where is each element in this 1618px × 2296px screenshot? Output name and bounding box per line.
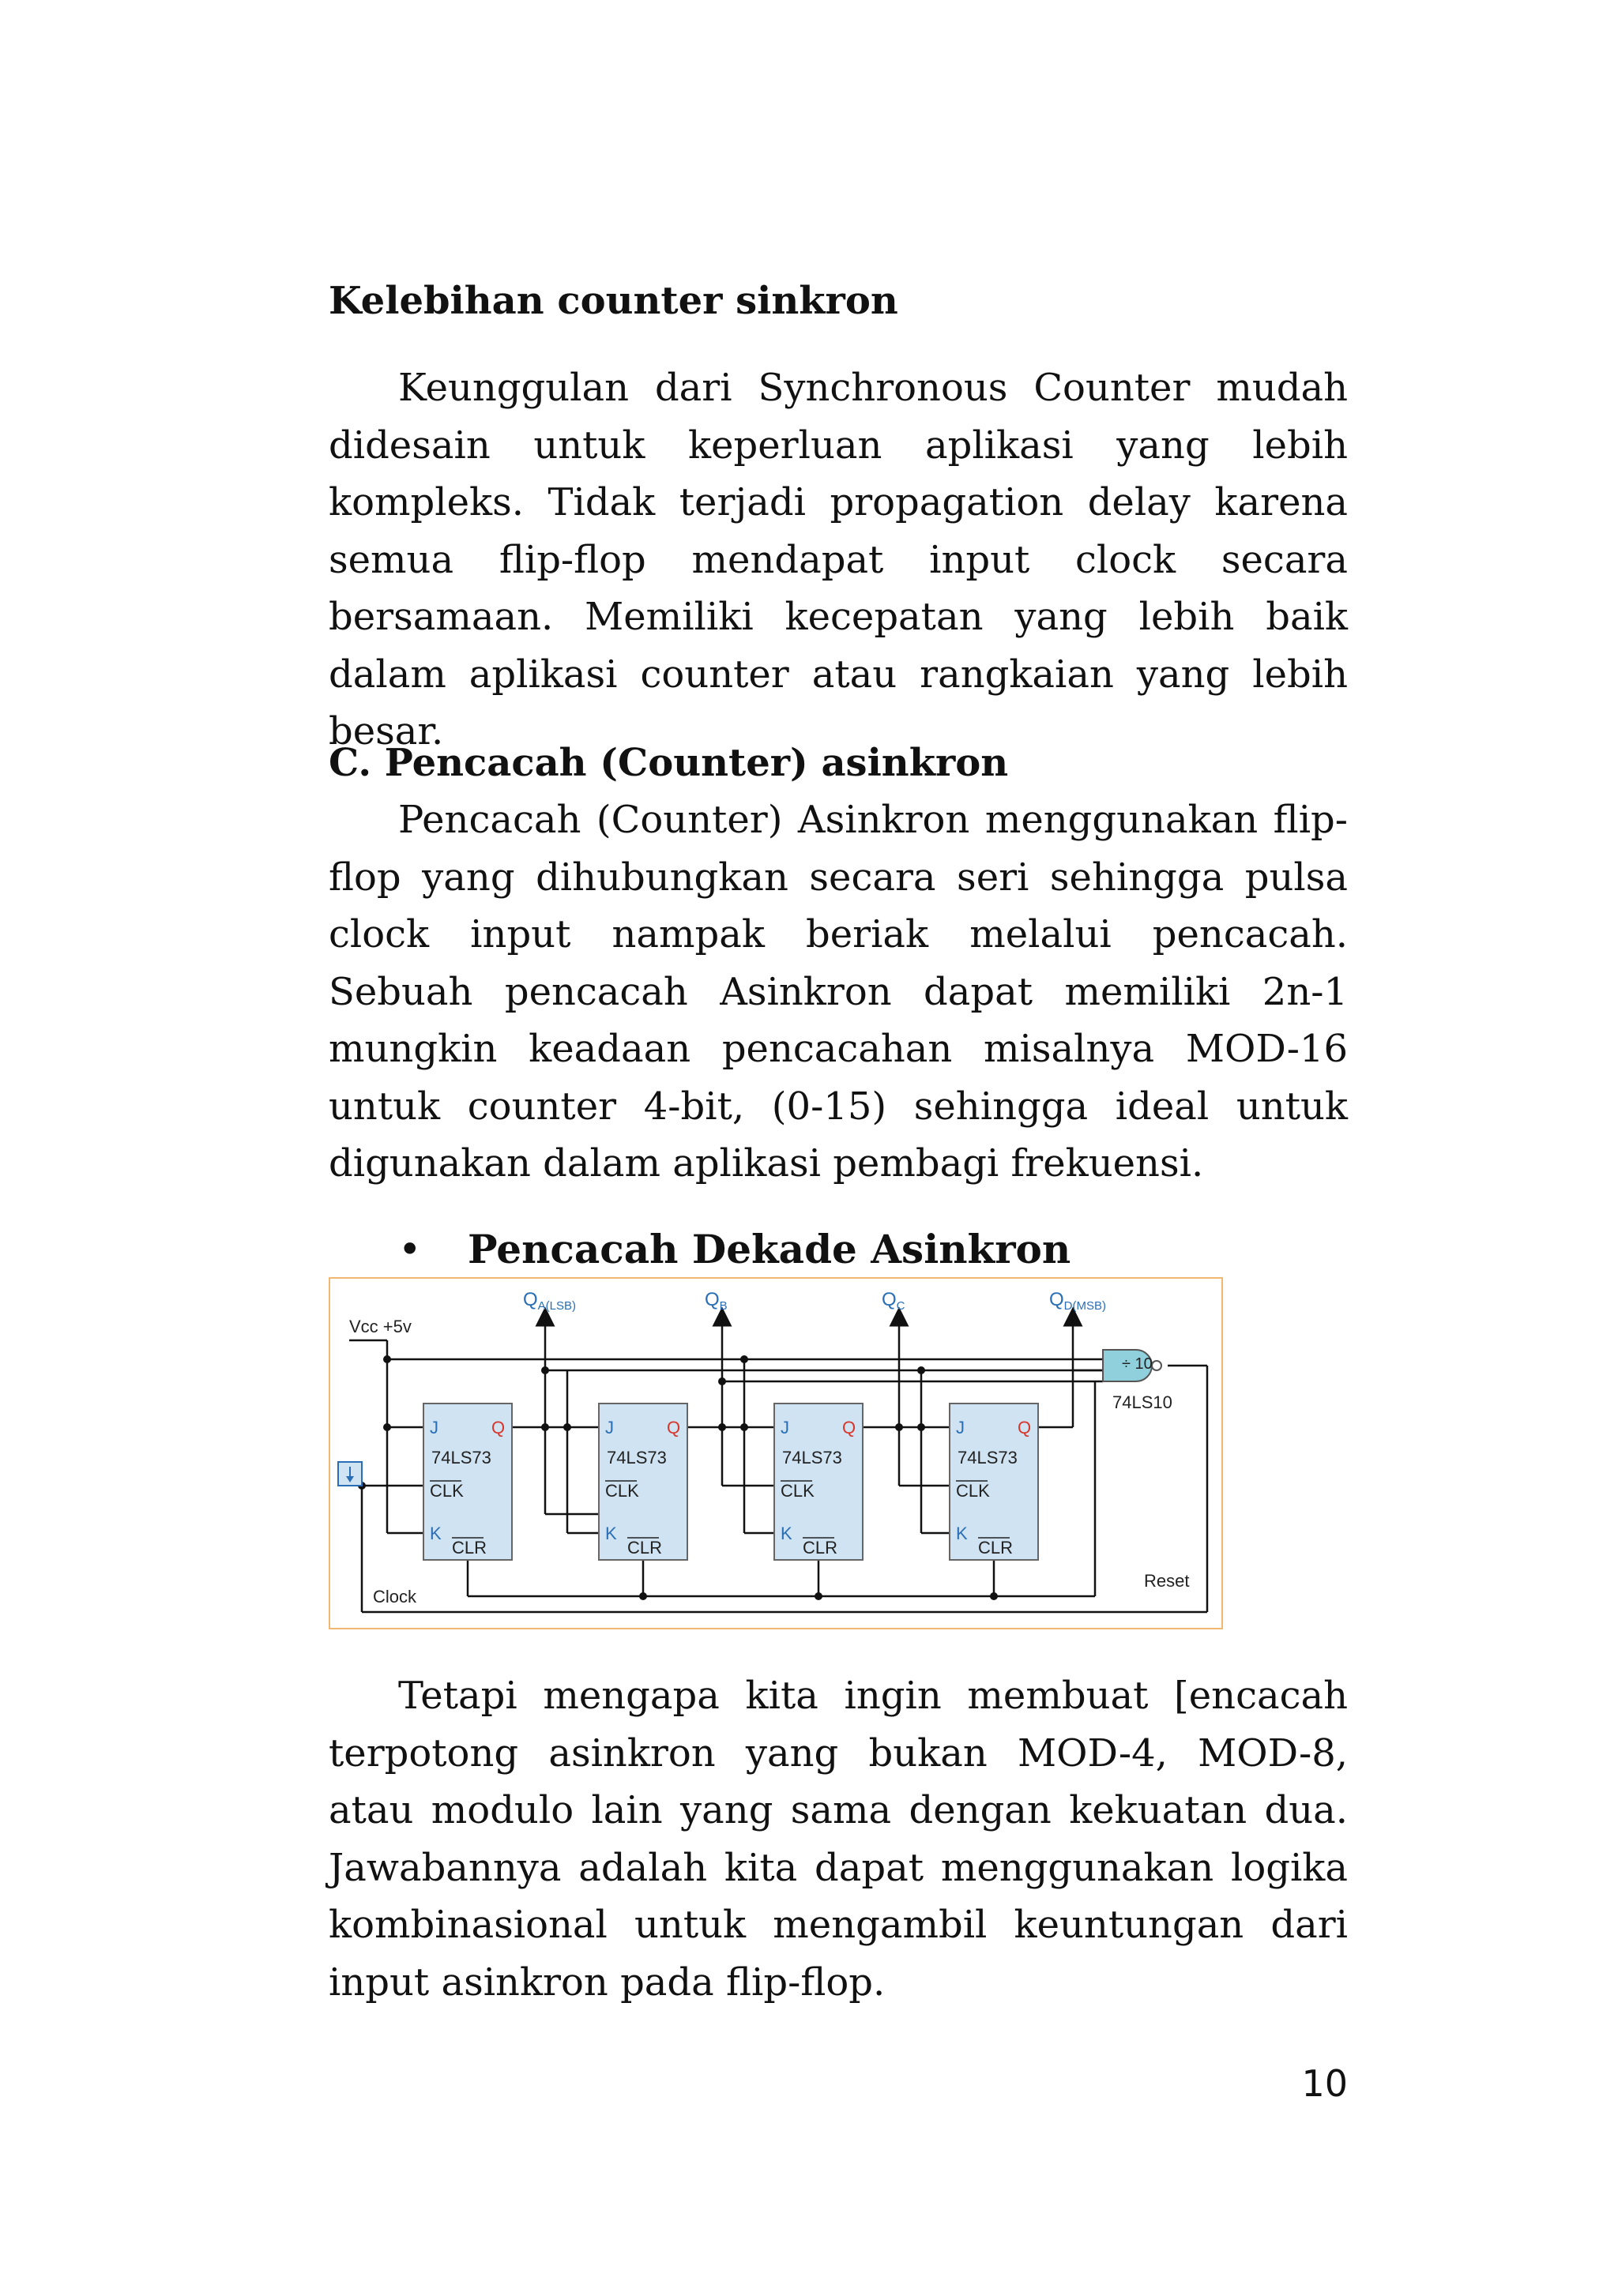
paragraph-closing: Tetapi mengapa kita ingin membuat [encacah terpotong asinkron yang bukan MOD-4, MOD-8, atau modulo lain yang sama dengan kekuatan dua. Jawabannya adalah kita dapat menggunakan logika kombinasional untuk mengambil keuntungan dari input asinkron pada flip-flop. [329,1674,1348,2005]
ff2-clr-pin: CLR [627,1538,663,1558]
paragraph-sync: Keunggulan dari Synchronous Counter mudah didesain untuk keperluan aplikasi yang lebih kompleks. Tidak terjadi propagation delay karena semua flip-flop mendapat input clock secara bersamaan. Memiliki kecepatan yang lebih baik dalam aplikasi counter atau rangkaian yang lebih besar. [329,366,1348,753]
ff2-j-pin: J [605,1418,614,1437]
ff2-k-pin: K [605,1524,617,1543]
ff1-j-pin: J [430,1418,438,1437]
qb-label: $Q_B$ [705,1289,728,1313]
ff1-chip-label: 74LS73 [431,1448,491,1467]
ff3-clr-pin: CLR [803,1538,838,1558]
gate-chip-label: 74LS10 [1112,1392,1172,1412]
clock-label: Clock [373,1587,417,1606]
ff1-k-pin: K [430,1524,442,1543]
bullet-label: Pencacah Dekade Asinkron [468,1226,1071,1272]
reset-label: Reset [1144,1571,1190,1591]
page-number: 10 [1301,2062,1348,2105]
ff4-clr-pin: CLR [978,1538,1014,1558]
ff4-clk-pin: CLK [956,1481,990,1501]
ff1-clk-pin: CLK [430,1481,464,1501]
qa-label: $Q_{A(LSB)}$ [523,1289,577,1313]
decade-counter-schematic [329,1277,1223,1629]
ff2-q-pin: Q [667,1418,681,1437]
ff2-chip-label: 74LS73 [607,1448,667,1467]
ff3-k-pin: K [781,1524,792,1543]
qd-label: $Q_{D(MSB)}$ [1049,1289,1106,1313]
schematic-svg [330,1279,1225,1631]
qc-label: $Q_C$ [882,1289,905,1313]
clock-source-icon [338,1462,362,1486]
bullet-item [329,1221,1348,1278]
bullet-dot: • [398,1227,422,1272]
paragraph-async: Pencacah (Counter) Asinkron menggunakan flip-flop yang dihubungkan secara seri sehingga pulsa clock input nampak beriak melalui pencacah. Sebuah pencacah Asinkron dapat memiliki 2n-1 mungkin keadaan pencacahan misalnya MOD-16 untuk counter 4-bit, (0-15) sehingga ideal untuk digunakan dalam aplikasi pembagi frekuensi. [329,798,1348,1186]
ff3-clk-pin: CLK [781,1481,815,1501]
ff1-q-pin: Q [491,1418,506,1437]
ff4-chip-label: 74LS73 [958,1448,1018,1467]
output-arrows [545,1317,1073,1326]
section-heading-sync: Kelebihan counter sinkron [329,279,898,323]
section-heading-async: C. Pencacah (Counter) asinkron [329,741,1009,785]
gate-symbol: ÷ 10 [1122,1355,1153,1373]
ff4-k-pin: K [956,1524,968,1543]
ff4-q-pin: Q [1018,1418,1032,1437]
ff3-chip-label: 74LS73 [782,1448,842,1467]
ff3-q-pin: Q [842,1418,856,1437]
ff4-j-pin: J [956,1418,965,1437]
ff3-j-pin: J [781,1418,789,1437]
pin-overbars [430,1481,1010,1538]
ff2-clk-pin: CLK [605,1481,639,1501]
vcc-label: Vcc +5v [349,1317,412,1336]
ff1-clr-pin: CLR [452,1538,487,1558]
